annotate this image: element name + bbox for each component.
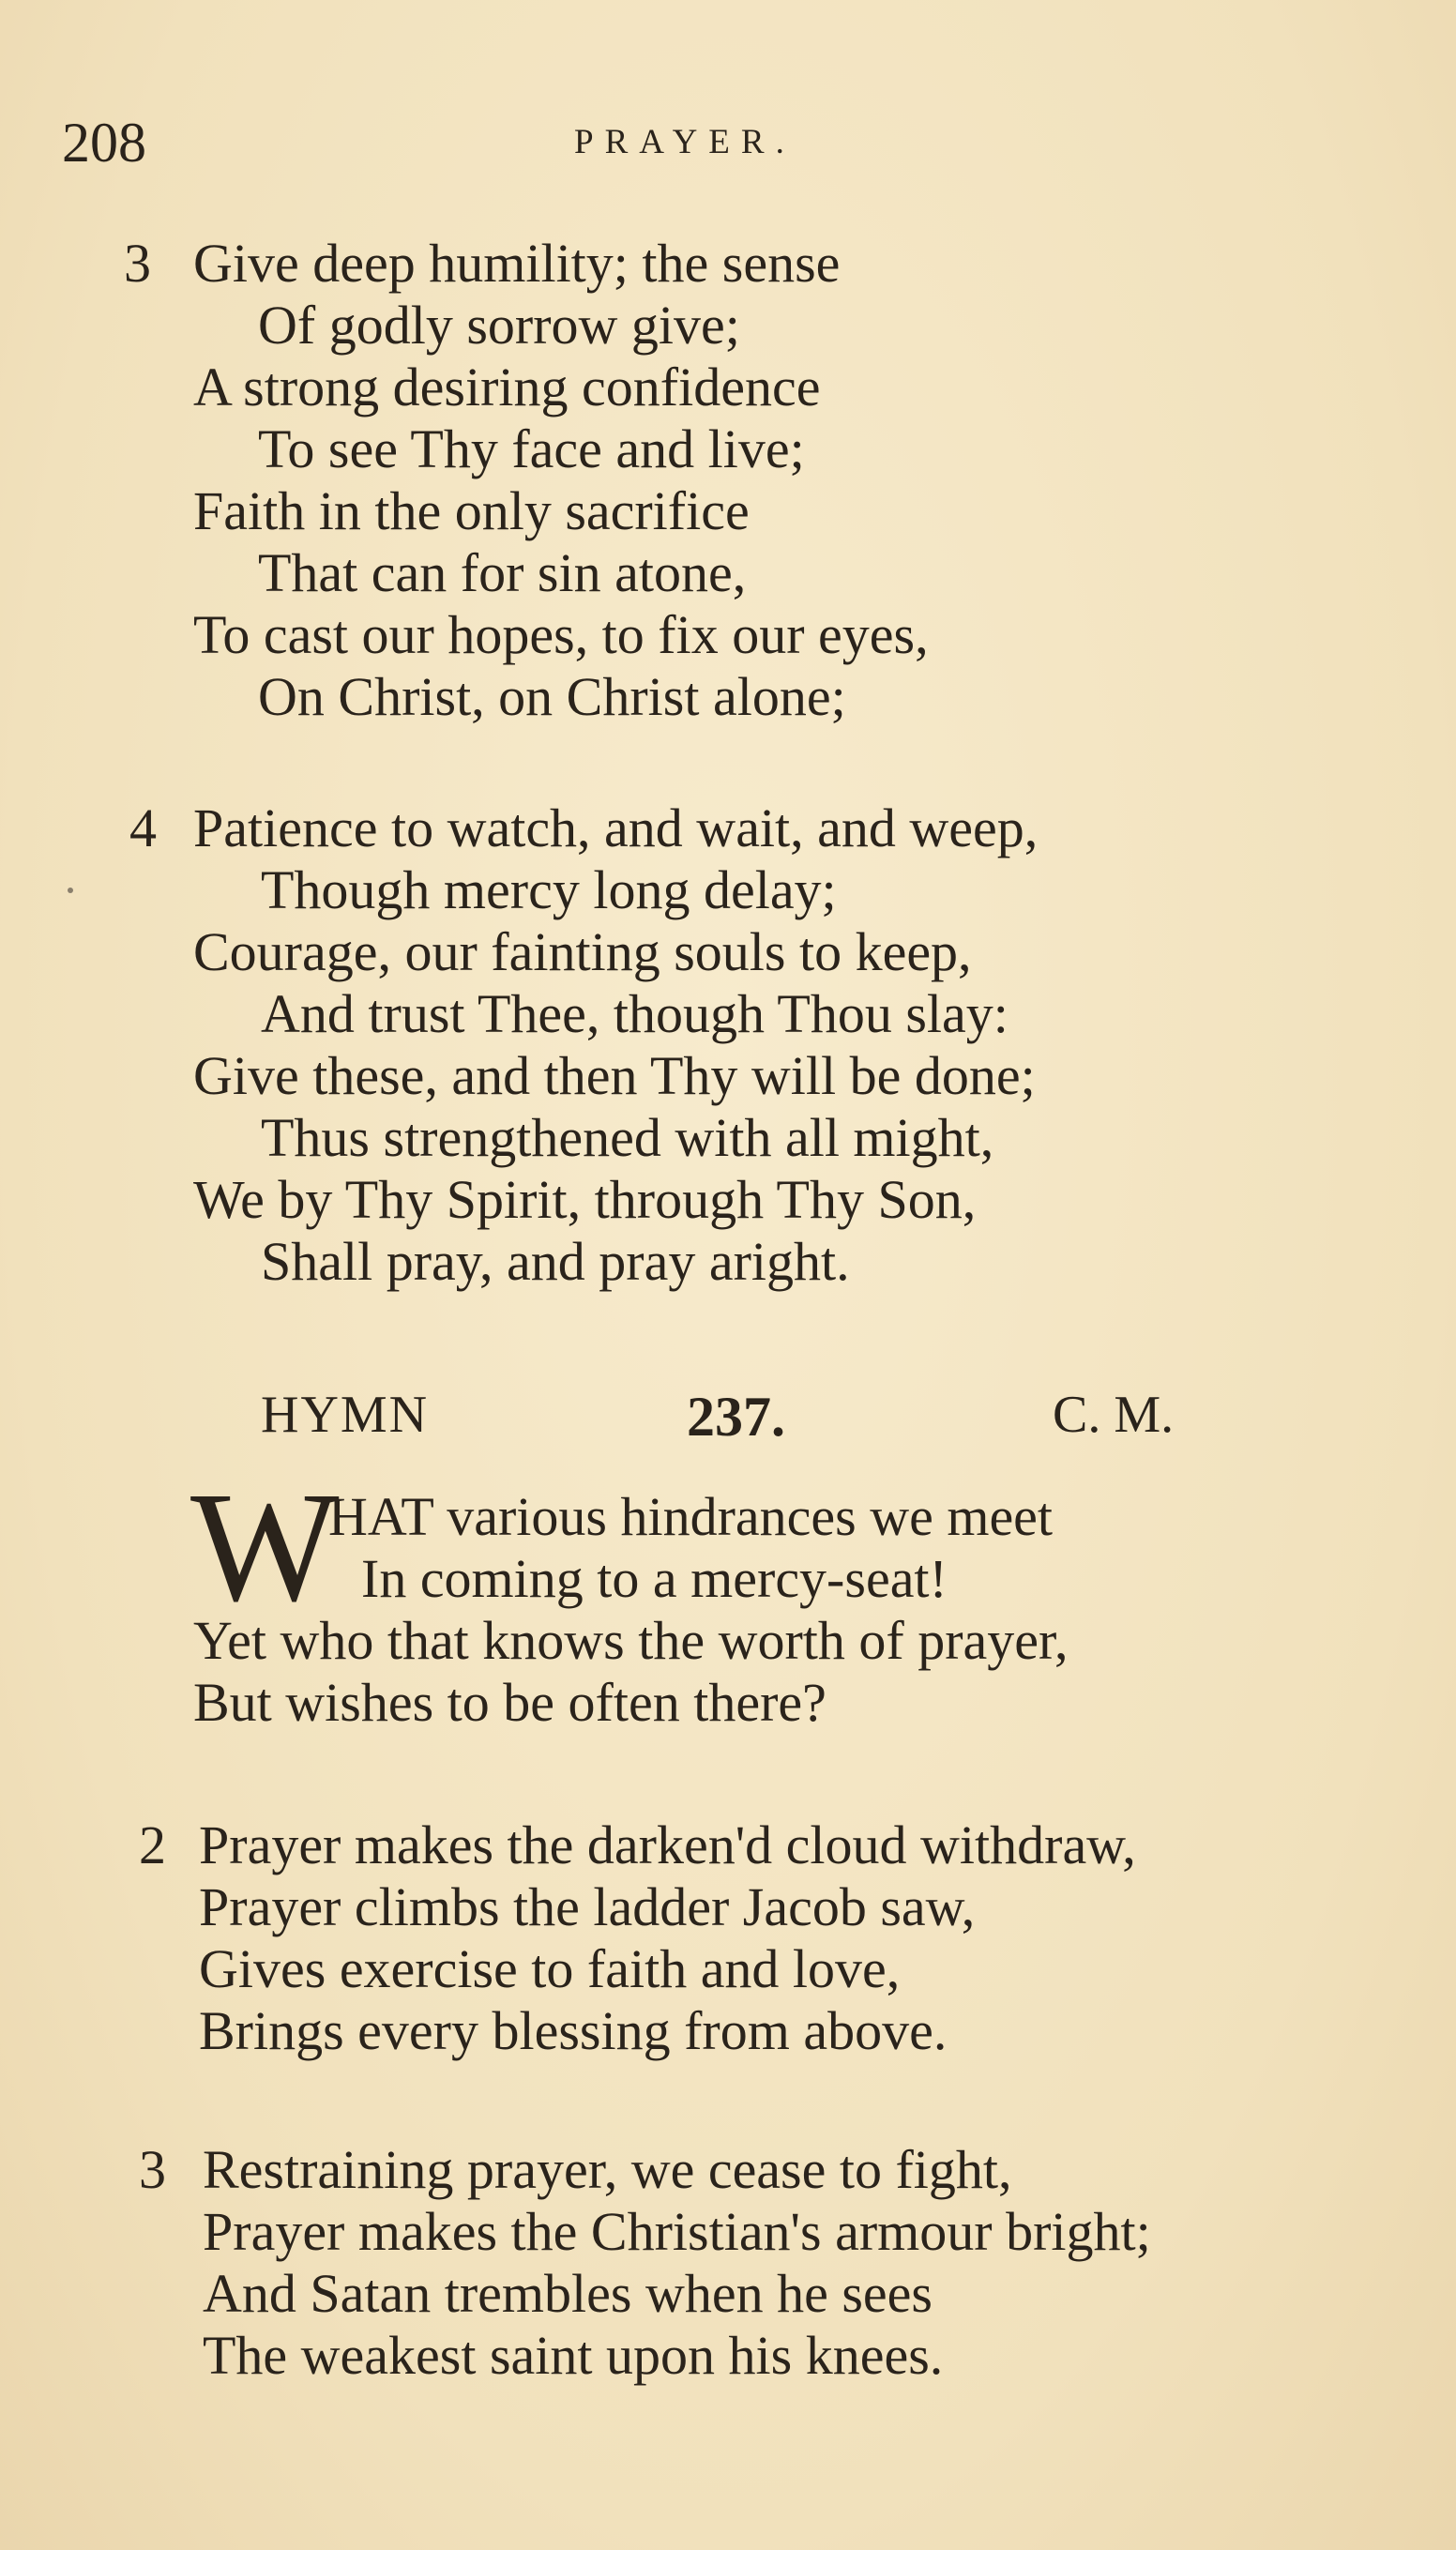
verse-line: We by Thy Spirit, through Thy Son, <box>193 1169 977 1230</box>
verse-line: Patience to watch, and wait, and weep, <box>193 797 1039 858</box>
verse-line: Give deep humility; the sense <box>193 233 841 294</box>
verse-number: 2 <box>139 1814 166 1875</box>
verse-line: Prayer climbs the ladder Jacob saw, <box>199 1876 976 1937</box>
verse-line: Shall pray, and pray aright. <box>261 1231 850 1292</box>
verse-line: Courage, our fainting souls to keep, <box>193 921 972 982</box>
verse-line: Restraining prayer, we cease to fight, <box>203 2139 1012 2200</box>
verse-line: The weakest saint upon his knees. <box>203 2325 944 2386</box>
hymn-meter: C. M. <box>1053 1386 1175 1444</box>
verse-line: To see Thy face and live; <box>258 418 805 479</box>
verse-line: A strong desiring confidence <box>193 357 821 417</box>
hymn-label: HYMN <box>261 1386 430 1444</box>
verse-line: Brings every blessing from above. <box>199 2000 948 2061</box>
verse-line: That can for sin atone, <box>258 542 747 603</box>
verse-number: 3 <box>124 233 151 294</box>
verse-line: Yet who that knows the worth of prayer, <box>193 1610 1069 1671</box>
verse-line: HAT various hindrances we meet <box>328 1486 1054 1547</box>
print-speck <box>68 888 73 893</box>
verse-line: But wishes to be often there? <box>193 1672 827 1733</box>
verse-line: Thus strengthened with all might, <box>261 1107 994 1168</box>
drop-cap: W <box>190 1460 340 1634</box>
verse-line: Prayer makes the darken'd cloud withdraw, <box>199 1814 1136 1875</box>
hymn-number: 237. <box>687 1386 785 1448</box>
page-number: 208 <box>62 112 146 174</box>
verse-line: Prayer makes the Christian's armour bright; <box>203 2201 1151 2262</box>
verse-line: And Satan trembles when he sees <box>203 2263 933 2324</box>
verse-line: Give these, and then Thy will be done; <box>193 1045 1036 1106</box>
verse-line: On Christ, on Christ alone; <box>258 666 846 727</box>
verse-line: Of godly sorrow give; <box>258 295 740 356</box>
verse-line: Gives exercise to faith and love, <box>199 1938 901 1999</box>
verse-line: And trust Thee, though Thou slay: <box>261 983 1009 1044</box>
verse-number: 4 <box>129 797 157 858</box>
verse-line: To cast our hopes, to fix our eyes, <box>193 604 929 665</box>
verse-line: Though mercy long delay; <box>261 859 837 920</box>
verse-line: Faith in the only sacrifice <box>193 480 750 541</box>
verse-number: 3 <box>139 2139 166 2200</box>
running-title: PRAYER. <box>574 123 796 161</box>
verse-line: In coming to a mercy-seat! <box>361 1548 948 1609</box>
